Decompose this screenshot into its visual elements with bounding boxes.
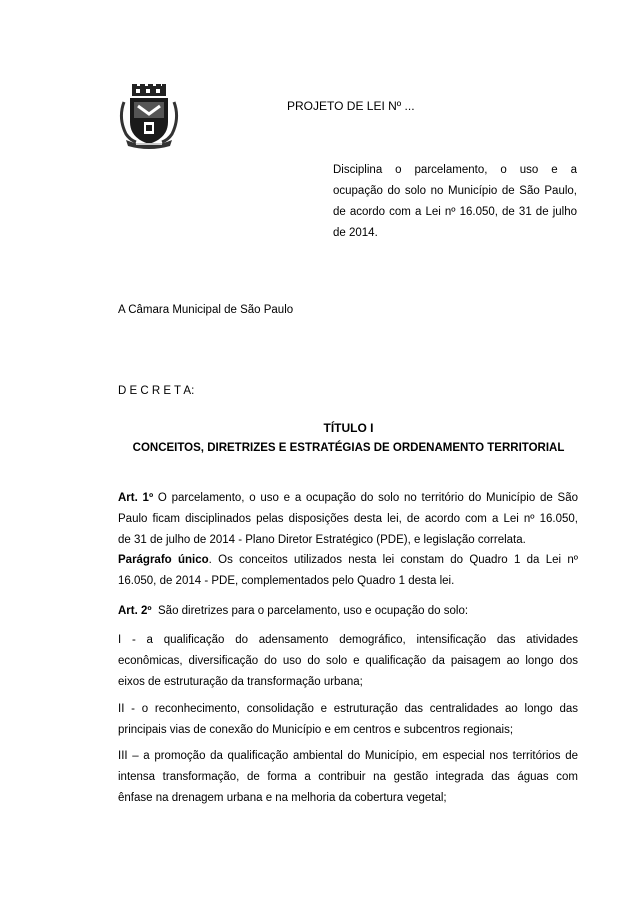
article-text: O parcelamento, o uso e a ocupação do solo no território do Município de São xyxy=(153,492,578,504)
summary-line: de 2014. xyxy=(333,227,378,239)
inciso-text: eixos de estruturação da transformação urbana; xyxy=(118,676,363,688)
article-text: São diretrizes para o parcelamento, uso e ocupação do solo: xyxy=(151,605,469,617)
article-label: Art. 2º xyxy=(118,605,152,617)
summary-line: de acordo com a Lei nº 16.050, de 31 de julho xyxy=(333,206,577,218)
inciso-text: ênfase na drenagem urbana e na melhoria da cobertura vegetal; xyxy=(118,792,447,804)
article-2 xyxy=(118,601,578,622)
titulo-number: TÍTULO I xyxy=(323,421,374,435)
article-label: Art. 1º xyxy=(118,492,154,504)
bill-summary xyxy=(333,160,577,244)
inciso-text: principais vias de conexão do Município e em centros e subcentros regionais; xyxy=(118,724,514,736)
summary-line: ocupação do solo no Município de São Paulo, xyxy=(333,185,577,197)
paragrafo-text: . Os conceitos utilizados nesta lei constam do Quadro 1 da Lei nº xyxy=(208,554,578,566)
article-1 xyxy=(118,488,578,551)
inciso-1 xyxy=(118,630,578,693)
article-text: Paulo ficam disciplinados pelas disposições desta lei, de acordo com a Lei nº 16.050, xyxy=(118,513,578,525)
preamble: A Câmara Municipal de São Paulo xyxy=(118,304,294,316)
bill-title: PROJETO DE LEI Nº ... xyxy=(287,99,415,113)
titulo-name: CONCEITOS, DIRETRIZES E ESTRATÉGIAS DE ORDENAMENTO TERRITORIAL xyxy=(132,442,565,454)
paragrafo-unico xyxy=(118,550,578,592)
paragrafo-label: Parágrafo único xyxy=(118,554,209,566)
inciso-text: II - o reconhecimento, consolidação e estruturação das centralidades ao longo das xyxy=(118,703,578,715)
coat-of-arms-icon xyxy=(118,84,180,150)
summary-line: Disciplina o parcelamento, o uso e a xyxy=(333,164,577,176)
inciso-2 xyxy=(118,699,578,741)
inciso-text: intensa transformação, de forma a contribuir na gestão integrada das águas com xyxy=(118,771,578,783)
decreta: D E C R E T A: xyxy=(118,385,195,397)
article-text: de 31 de julho de 2014 - Plano Diretor Estratégico (PDE), e legislação correlata. xyxy=(118,534,526,546)
paragrafo-text: 16.050, de 2014 - PDE, complementados pelo Quadro 1 desta lei. xyxy=(118,575,455,587)
inciso-text: econômicas, diversificação do uso do solo e qualificação da paisagem ao longo dos xyxy=(118,655,578,667)
inciso-3 xyxy=(118,746,578,809)
inciso-text: I - a qualificação do adensamento demográfico, intensificação das atividades xyxy=(118,634,578,646)
inciso-text: III – a promoção da qualificação ambiental do Município, em especial nos territórios de xyxy=(118,750,578,762)
